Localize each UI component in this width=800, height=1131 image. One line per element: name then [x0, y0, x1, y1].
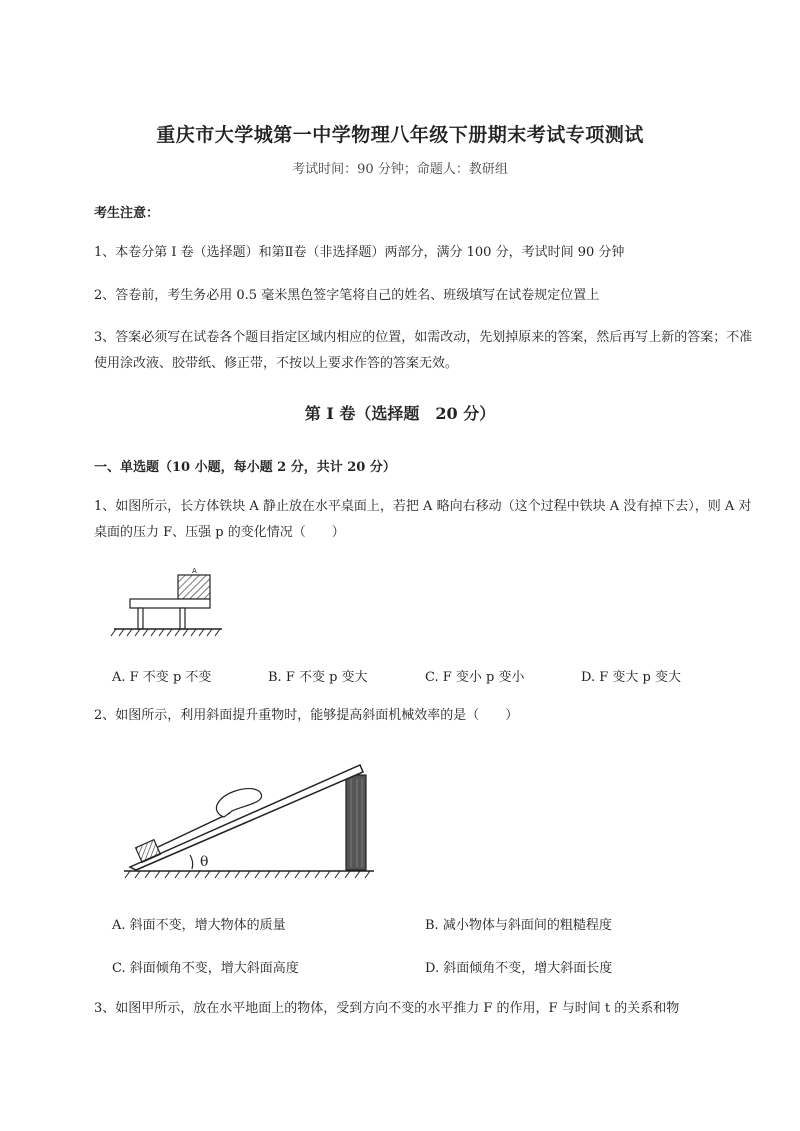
question-2-figure: [120, 755, 380, 885]
exam-info: 考试时间：90 分钟；命题人：教研组: [292, 162, 508, 177]
table-top: [130, 599, 210, 608]
q2-option-d[interactable]: D. 斜面倾角不变，增大斜面长度: [425, 961, 613, 976]
block-label: A: [192, 567, 197, 575]
question-3-stem: 3、如图甲所示，放在水平地面上的物体，受到方向不变的水平推力 F 的作用，F 与时间 t 的关系和物: [94, 1001, 680, 1016]
angle-label: θ: [200, 854, 209, 870]
table-leg-left: [138, 608, 143, 629]
inclined-plane: [130, 765, 363, 870]
iron-block: [178, 575, 210, 599]
q2-option-a[interactable]: A. 斜面不变，增大物体的质量: [112, 918, 286, 933]
page-title: 重庆市大学城第一中学物理八年级下册期末考试专项测试: [156, 124, 644, 146]
q1-option-d[interactable]: D. F 变大 p 变大: [581, 670, 681, 685]
notice-item-2: 2、答卷前，考生务必用 0.5 毫米黑色签字笔将自己的姓名、班级填写在试卷规定位置上: [94, 288, 600, 303]
table-leg-right: [180, 608, 185, 629]
notice-heading: 考生注意：: [94, 206, 160, 221]
question-1-figure: [110, 565, 230, 645]
q1-option-b[interactable]: B. F 不变 p 变大: [268, 670, 368, 685]
section-title: 第 I 卷（选择题 20 分）: [304, 404, 496, 423]
ground-hatch: [111, 629, 220, 636]
notice-item-1: 1、本卷分第 I 卷（选择题）和第Ⅱ卷（非选择题）两部分，满分 100 分，考试时间 90 分钟: [94, 245, 625, 260]
q1-option-a[interactable]: A. F 不变 p 不变: [112, 670, 212, 685]
part-heading: 一、单选题（10 小题，每小题 2 分，共计 20 分）: [94, 460, 396, 475]
q1-option-c[interactable]: C. F 变小 p 变小: [425, 670, 525, 685]
question-2-stem: 2、如图所示，利用斜面提升重物时，能够提高斜面机械效率的是（ ）: [94, 708, 519, 723]
ground-hatch: [125, 871, 370, 878]
question-1-stem: 1、如图所示，长方体铁块 A 静止放在水平桌面上，若把 A 略向右移动（这个过程中铁块 A 没有掉下去），则 A 对桌面的压力 F、压强 p 的变化情况（ ）: [94, 499, 752, 540]
angle-arc: [190, 855, 193, 869]
support-post: [346, 775, 366, 870]
q2-option-c[interactable]: C. 斜面倾角不变，增大斜面高度: [112, 961, 299, 976]
notice-item-3: 3、答案必须写在试卷各个题目指定区域内相应的位置，如需改动，先划掉原来的答案，然后再写上新的答案；不准使用涂改液、胶带纸、修正带，不按以上要求作答的答案无效。: [94, 330, 753, 371]
q2-option-b[interactable]: B. 减小物体与斜面间的粗糙程度: [425, 918, 612, 933]
